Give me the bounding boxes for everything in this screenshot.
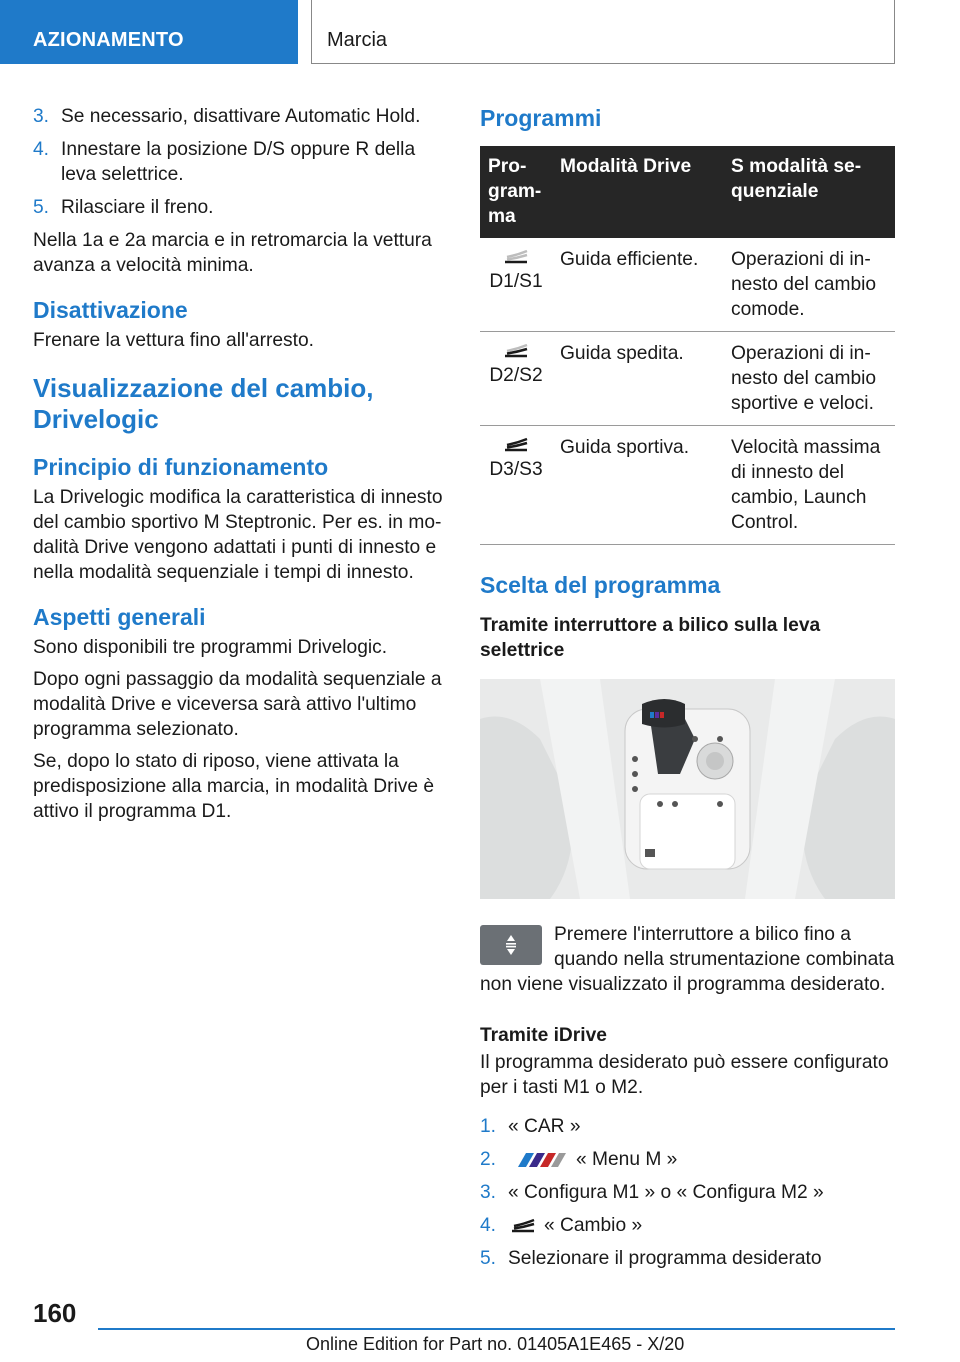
sequential-cell: Operazioni di innesto del cambio comode. bbox=[723, 238, 895, 332]
idrive-paragraph: Il programma desiderato può essere configurato per i tasti M1 o M2. bbox=[480, 1052, 889, 1098]
left-column bbox=[33, 104, 445, 831]
aspetti-paragraph-2: Dopo ogni passaggio da modalità sequenziale a modalità Drive e viceversa sarà attivo l'ultimo programma selezionato. bbox=[33, 669, 442, 740]
right-column bbox=[480, 104, 895, 1279]
table-header-row bbox=[480, 146, 895, 238]
rocker-instruction bbox=[480, 922, 895, 997]
rocker-switch-icon bbox=[480, 925, 542, 965]
principio-paragraph: La Drivelogic modifica la caratteristica di innesto del cambio sportivo M Steptronic. Per es. in modalità Drive vengono adattati i punti di innesto e nella modalità sequenziale i tempi di innesto. bbox=[33, 487, 443, 583]
footer-edition-text: Online Edition for Part no. 01405A1E465 - X/20 bbox=[306, 1334, 685, 1354]
heading-tramite-idrive: Tramite iDrive bbox=[480, 1025, 607, 1046]
disattivazione-paragraph: Frenare la vettura fino all'arresto. bbox=[33, 330, 314, 351]
list-item: 3. Se necessario, disattivare Automatic Hold. bbox=[33, 106, 421, 127]
list-item: 1. « CAR » bbox=[480, 1116, 581, 1137]
m-logo-icon bbox=[512, 1151, 568, 1169]
aspetti-paragraph-1: Sono disponibili tre programmi Drivelogic. bbox=[33, 637, 388, 658]
column-header-drive: Modalità Drive bbox=[552, 146, 723, 238]
drive-cell: Guida sportiva. bbox=[552, 426, 723, 545]
heading-principio: Principio di funzionamento bbox=[33, 454, 329, 480]
aspetti-paragraph-3: Se, dopo lo stato di riposo, viene attivata la predisposizione alla marcia, in modalità Drive è attivo il programma D1. bbox=[33, 751, 434, 822]
heading-aspetti: Aspetti generali bbox=[33, 604, 206, 630]
programs-table bbox=[480, 146, 895, 545]
list-item: 5. Rilasciare il freno. bbox=[33, 197, 214, 218]
header-section-tab: AZIONAMENTO bbox=[0, 0, 298, 64]
gear-selector-photo bbox=[480, 679, 895, 899]
list-item: 4. Innestare la posizione D/S oppure R della leva selettrice. bbox=[33, 139, 416, 185]
table-row bbox=[480, 238, 895, 332]
note-paragraph: Nella 1a e 2a marcia e in retromarcia la vettura avanza a velocità minima. bbox=[33, 230, 432, 276]
steps-list-top bbox=[33, 104, 445, 220]
heading-programmi: Programmi bbox=[480, 105, 602, 131]
drivelogic-3-icon bbox=[503, 437, 529, 453]
sequential-cell: Velocità massima di innesto del cambio, Launch Control. bbox=[723, 426, 895, 545]
footer-divider bbox=[98, 1328, 895, 1330]
program-cell: D3/S3 bbox=[480, 426, 552, 545]
heading-scelta: Scelta del programma bbox=[480, 572, 721, 598]
drivelogic-2-icon bbox=[503, 343, 529, 359]
header-chapter-tab: Marcia bbox=[311, 0, 895, 64]
list-item: 2. « Menu M » bbox=[480, 1149, 678, 1170]
heading-visualizzazione: Visualizzazione del cambio, Drivelogic bbox=[33, 373, 374, 434]
heading-disattivazione: Disattivazione bbox=[33, 297, 188, 323]
list-item: 5. Selezionare il programma desiderato bbox=[480, 1248, 822, 1269]
heading-tramite-interruttore: Tramite interruttore a bilico sulla leva selettrice bbox=[480, 615, 821, 661]
program-cell: D1/S1 bbox=[480, 238, 552, 332]
column-header-program: Programma bbox=[480, 146, 552, 238]
table-row bbox=[480, 332, 895, 426]
rocker-paragraph: Premere l'interruttore a bilico fino a quando nella strumentazione combinata non viene visualizzato il programma desiderato. bbox=[480, 924, 895, 995]
drive-cell: Guida spedita. bbox=[552, 332, 723, 426]
drivelogic-icon bbox=[510, 1217, 536, 1235]
drivelogic-1-icon bbox=[503, 249, 529, 265]
list-item: 3. « Configura M1 » o « Configura M2 » bbox=[480, 1182, 824, 1203]
column-header-sequential: S modalità sequenziale bbox=[723, 146, 895, 238]
table-row bbox=[480, 426, 895, 545]
list-item: 4. « Cambio » bbox=[480, 1215, 643, 1236]
page-number: 160 bbox=[33, 1298, 77, 1328]
program-cell: D2/S2 bbox=[480, 332, 552, 426]
sequential-cell: Operazioni di innesto del cambio sportive e veloci. bbox=[723, 332, 895, 426]
idrive-steps-list bbox=[480, 1114, 895, 1271]
drive-cell: Guida efficiente. bbox=[552, 238, 723, 332]
